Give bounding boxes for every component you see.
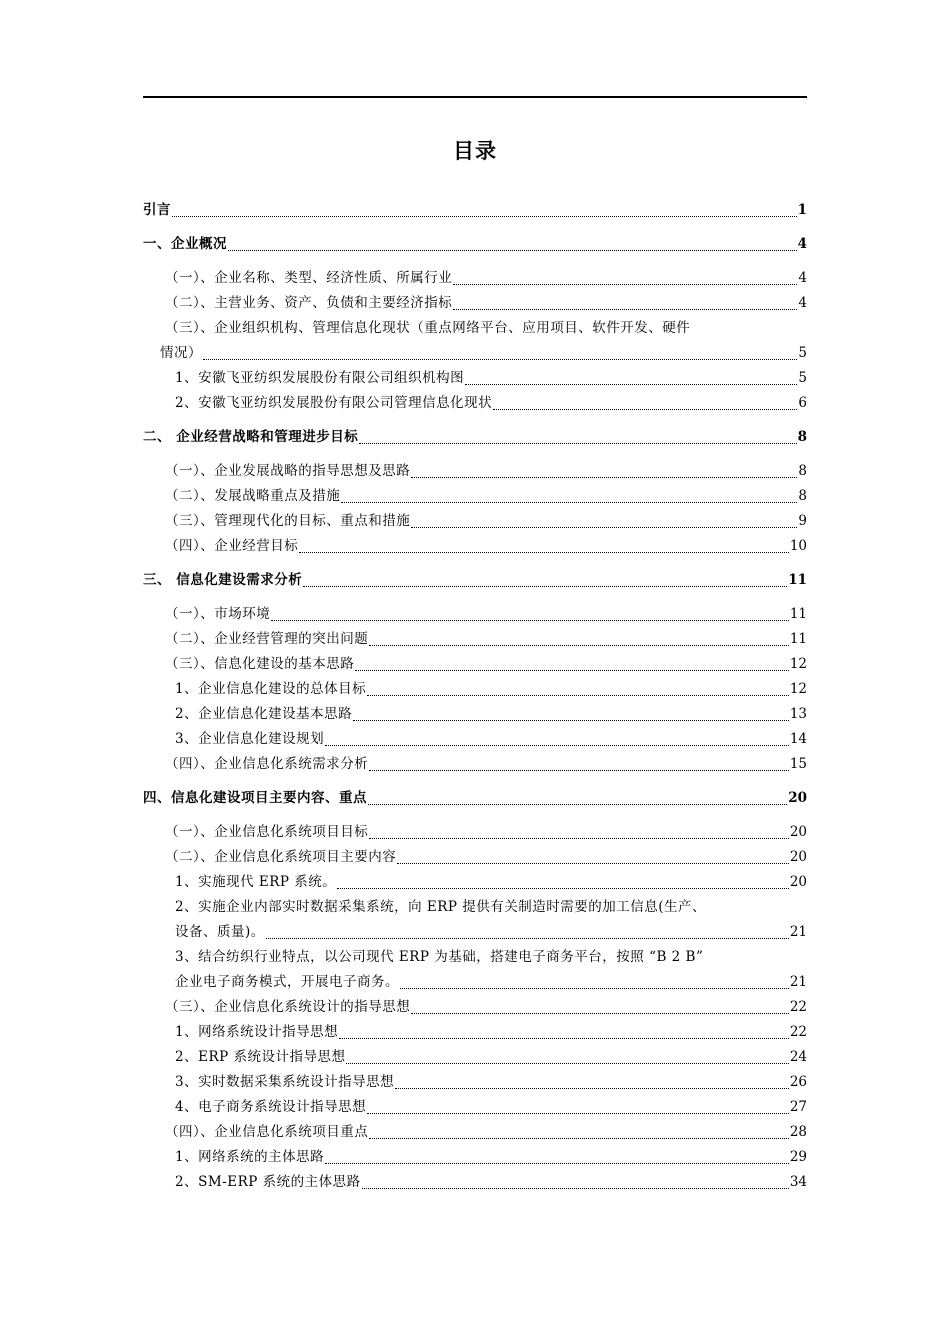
toc-entry[interactable]	[143, 568, 807, 593]
dot-leader	[453, 309, 797, 310]
toc-label: 1、网络系统的主体思路	[175, 1149, 325, 1165]
toc-page-number: 12	[789, 656, 807, 672]
toc-page-number: 20	[789, 874, 807, 890]
toc-label: 3、结合纺织行业特点，以公司现代 ERP 为基础，搭建电子商务平台，按照 “B 2 B”	[175, 949, 704, 965]
dot-leader	[303, 586, 787, 587]
toc-label: 2、ERP 系统设计指导思想	[175, 1049, 346, 1065]
dot-leader	[339, 1038, 789, 1039]
toc-label: 四、信息化建设项目主要内容、重点	[143, 790, 367, 806]
toc-label: 1、实施现代 ERP 系统。	[175, 874, 337, 890]
toc-page-number: 9	[798, 513, 807, 529]
toc-entry[interactable]	[143, 266, 807, 291]
toc-entry[interactable]	[143, 232, 807, 257]
dot-leader	[228, 250, 797, 251]
toc-entry[interactable]	[143, 1045, 807, 1070]
toc-page-number: 21	[789, 974, 807, 990]
toc-label: 引言	[143, 202, 171, 218]
toc-label: （二）、企业信息化系统项目主要内容	[165, 849, 397, 865]
toc-label: （四）、企业信息化系统需求分析	[165, 756, 369, 772]
toc-entry[interactable]	[143, 752, 807, 777]
toc-label: （三）、企业组织机构、管理信息化现状（重点网络平台、应用项目、软件开发、硬件	[165, 320, 691, 336]
toc-entry[interactable]	[143, 1095, 807, 1120]
dot-leader	[367, 695, 789, 696]
toc-label: 3、企业信息化建设规划	[175, 731, 325, 747]
dot-leader	[369, 645, 789, 646]
toc-page-number: 13	[789, 706, 807, 722]
toc-label: （一）、企业名称、类型、经济性质、所属行业	[165, 270, 453, 286]
toc-entry[interactable]	[143, 459, 807, 484]
toc-page-number: 8	[798, 488, 807, 504]
toc-page-number: 10	[789, 538, 807, 554]
toc-page-number: 4	[798, 295, 807, 311]
table-of-contents	[143, 198, 807, 1195]
toc-page-number: 24	[789, 1049, 807, 1065]
toc-label: （二）、主营业务、资产、负债和主要经济指标	[165, 295, 453, 311]
toc-entry[interactable]	[143, 945, 807, 995]
toc-entry[interactable]	[143, 995, 807, 1020]
dot-leader	[369, 1138, 789, 1139]
toc-label: （二）、企业经营管理的突出问题	[165, 631, 369, 647]
toc-label: （一）、企业发展战略的指导思想及思路	[165, 463, 411, 479]
toc-page-number: 21	[789, 924, 807, 940]
toc-entry[interactable]	[143, 484, 807, 509]
toc-label: 2、SM-ERP 系统的主体思路	[175, 1174, 361, 1190]
toc-label-continued: 设备、质量)。	[175, 924, 265, 940]
toc-label: 二、 企业经营战略和管理进步目标	[143, 429, 359, 445]
toc-page-number: 11	[789, 631, 807, 647]
dot-leader	[411, 477, 797, 478]
toc-page-number: 22	[789, 1024, 807, 1040]
toc-label: 一、企业概况	[143, 236, 227, 252]
toc-page-number: 8	[798, 463, 807, 479]
toc-entry[interactable]	[143, 895, 807, 945]
toc-page-number: 11	[788, 572, 807, 588]
toc-entry[interactable]	[143, 316, 807, 366]
toc-page-number: 4	[797, 236, 807, 252]
toc-label: 1、企业信息化建设的总体目标	[175, 681, 367, 697]
dot-leader	[337, 888, 789, 889]
toc-page-number: 27	[789, 1099, 807, 1115]
toc-entry[interactable]	[143, 677, 807, 702]
toc-page-number: 11	[789, 606, 807, 622]
toc-page-number: 20	[789, 824, 807, 840]
dot-leader	[465, 384, 797, 385]
toc-label-continued: 企业电子商务模式，开展电子商务。	[175, 974, 399, 990]
dot-leader	[400, 988, 789, 989]
toc-label: 1、网络系统设计指导思想	[175, 1024, 339, 1040]
toc-entry[interactable]	[143, 602, 807, 627]
dot-leader	[369, 770, 789, 771]
toc-page-number: 5	[798, 370, 807, 386]
toc-page-number: 34	[789, 1174, 807, 1190]
toc-entry[interactable]	[143, 534, 807, 559]
toc-page-number: 22	[789, 999, 807, 1015]
toc-entry[interactable]	[143, 652, 807, 677]
toc-page-number: 29	[789, 1149, 807, 1165]
toc-entry[interactable]	[143, 702, 807, 727]
toc-label-continued: 情况）	[160, 345, 202, 361]
toc-entry[interactable]	[143, 727, 807, 752]
dot-leader	[367, 1113, 789, 1114]
toc-entry[interactable]	[143, 820, 807, 845]
dot-leader	[266, 938, 789, 939]
dot-leader	[359, 443, 796, 444]
toc-label: 3、实时数据采集系统设计指导思想	[175, 1074, 395, 1090]
toc-entry[interactable]	[143, 845, 807, 870]
toc-page-number: 20	[788, 790, 807, 806]
toc-label: （一）、企业信息化系统项目目标	[165, 824, 369, 840]
dot-leader	[299, 552, 789, 553]
toc-entry[interactable]	[143, 391, 807, 416]
toc-entry[interactable]	[143, 786, 807, 811]
toc-label: （三）、管理现代化的目标、重点和措施	[165, 513, 411, 529]
toc-entry[interactable]	[143, 509, 807, 534]
toc-label: 三、 信息化建设需求分析	[143, 572, 303, 588]
toc-label: （四）、企业经营目标	[165, 538, 299, 554]
toc-entry[interactable]	[143, 1070, 807, 1095]
toc-entry[interactable]	[143, 870, 807, 895]
toc-entry[interactable]	[143, 1120, 807, 1145]
toc-page-number: 15	[789, 756, 807, 772]
toc-label: （一）、市场环境	[165, 606, 271, 622]
dot-leader	[411, 1013, 789, 1014]
dot-leader	[325, 745, 789, 746]
dot-leader	[353, 720, 789, 721]
dot-leader	[368, 804, 787, 805]
toc-label: （二）、发展战略重点及措施	[165, 488, 341, 504]
dot-leader	[453, 284, 797, 285]
toc-entry[interactable]	[143, 366, 807, 391]
toc-label: （四）、企业信息化系统项目重点	[165, 1124, 369, 1140]
toc-entry[interactable]	[143, 291, 807, 316]
dot-leader	[395, 1088, 789, 1089]
toc-label: 4、电子商务系统设计指导思想	[175, 1099, 367, 1115]
toc-label: 2、实施企业内部实时数据采集系统，向 ERP 提供有关制造时需要的加工信息(生产、	[175, 899, 707, 915]
dot-leader	[397, 863, 789, 864]
toc-entry[interactable]	[143, 198, 807, 223]
toc-page-number: 8	[797, 429, 807, 445]
dot-leader	[493, 409, 797, 410]
dot-leader	[346, 1063, 788, 1064]
toc-page-number: 4	[798, 270, 807, 286]
dot-leader	[325, 1163, 789, 1164]
toc-page-number: 26	[789, 1074, 807, 1090]
toc-entry[interactable]	[143, 425, 807, 450]
toc-label: 2、安徽飞亚纺织发展股份有限公司管理信息化现状	[175, 395, 493, 411]
header-rule	[143, 96, 807, 98]
toc-page-number: 20	[789, 849, 807, 865]
dot-leader	[411, 527, 797, 528]
toc-entry[interactable]	[143, 1145, 807, 1170]
toc-label: （三）、企业信息化系统设计的指导思想	[165, 999, 411, 1015]
dot-leader	[355, 670, 789, 671]
dot-leader	[271, 620, 789, 621]
dot-leader	[341, 502, 797, 503]
page-title: 目录	[453, 139, 497, 163]
toc-page-number: 14	[789, 731, 807, 747]
dot-leader	[203, 359, 797, 360]
toc-page-number: 1	[797, 202, 807, 218]
toc-page-number: 12	[789, 681, 807, 697]
dot-leader	[172, 216, 797, 217]
dot-leader	[369, 838, 789, 839]
toc-entry[interactable]	[143, 1020, 807, 1045]
toc-page-number: 6	[798, 395, 807, 411]
toc-entry[interactable]	[143, 1170, 807, 1195]
toc-label: 2、企业信息化建设基本思路	[175, 706, 353, 722]
toc-page-number: 5	[798, 345, 807, 361]
toc-label: （三）、信息化建设的基本思路	[165, 656, 355, 672]
toc-label: 1、安徽飞亚纺织发展股份有限公司组织机构图	[175, 370, 465, 386]
dot-leader	[362, 1188, 789, 1189]
toc-page-number: 28	[789, 1124, 807, 1140]
toc-entry[interactable]	[143, 627, 807, 652]
